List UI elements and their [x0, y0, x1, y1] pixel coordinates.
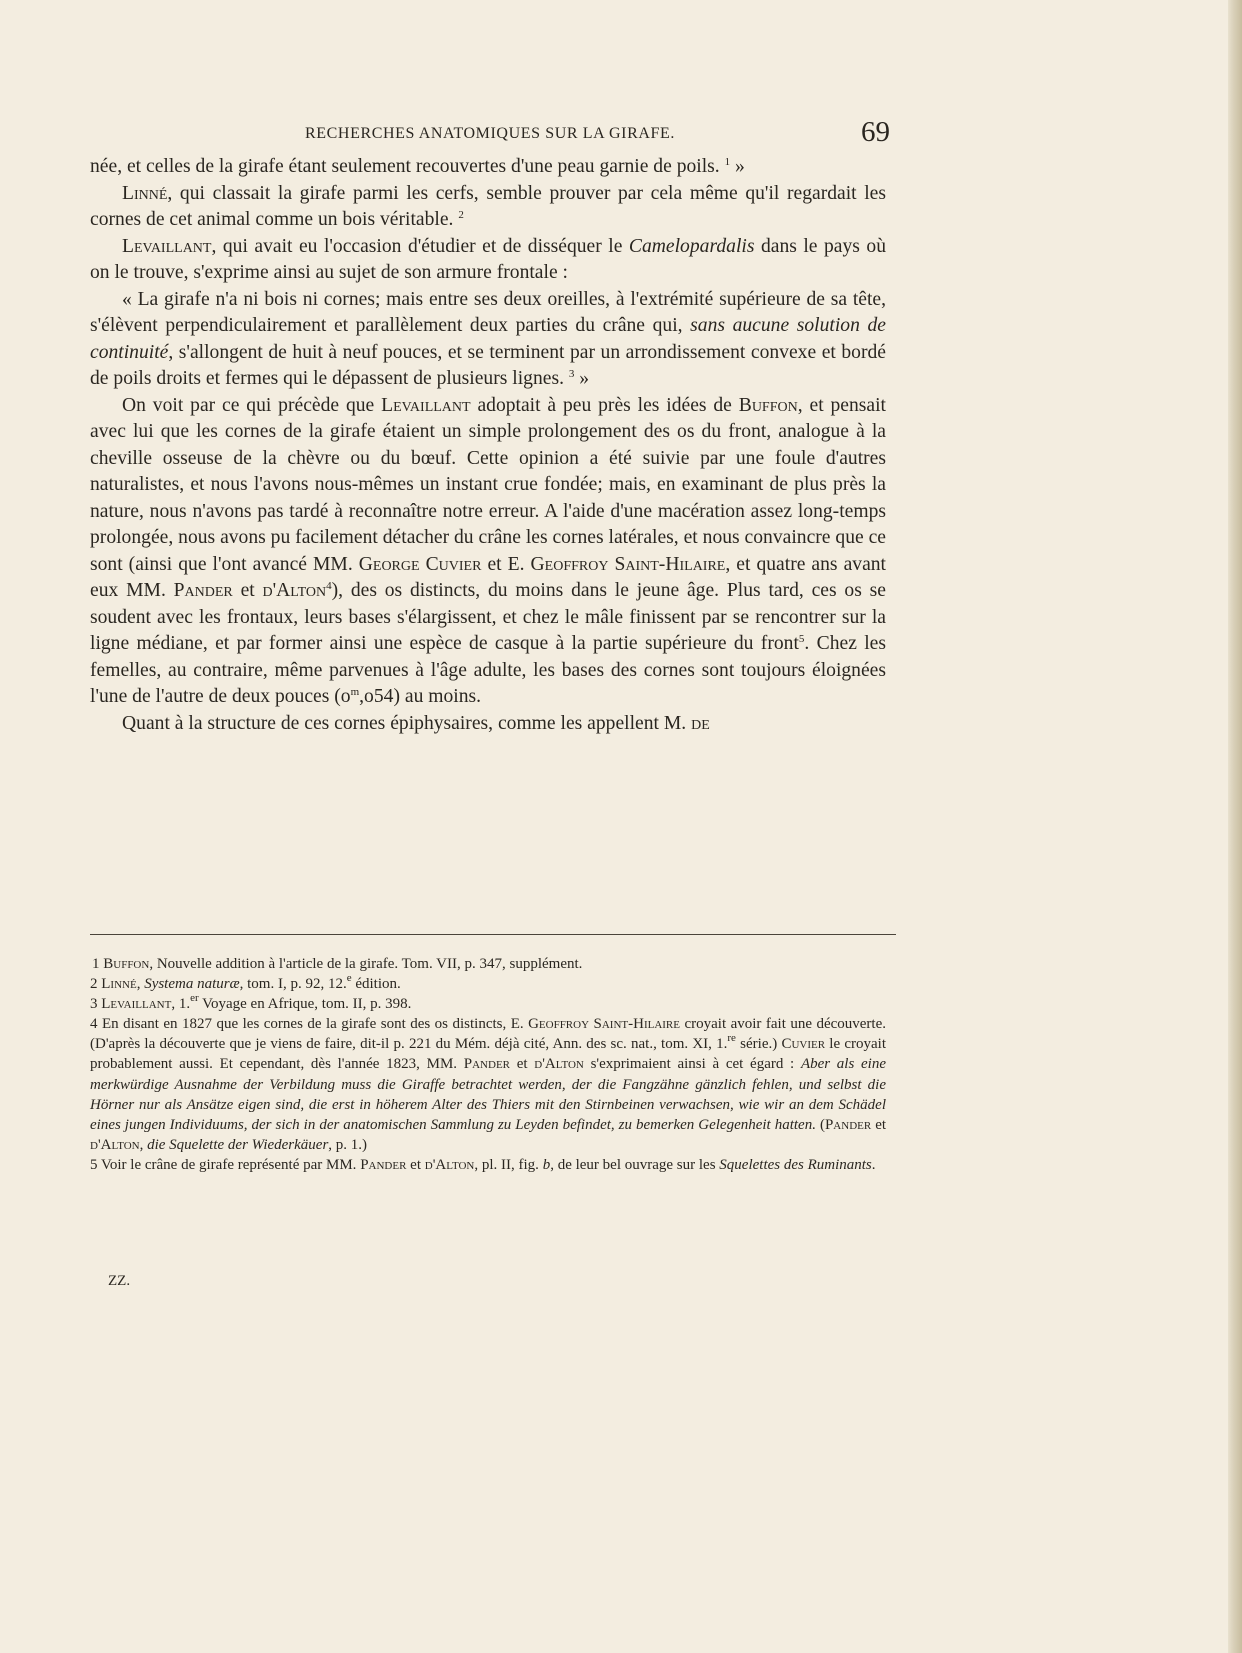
footnote-3 [90, 994, 886, 1014]
footnote-ref: 5 [798, 633, 805, 645]
running-head [90, 116, 890, 150]
page-number: 69 [861, 116, 890, 148]
text: , qui classait la girafe parmi les cerfs, semble prouver par cela même qu'il regardait les cornes de cet animal comme un bois véritable. [90, 182, 886, 230]
text: Voyage en Afrique, tom. II, p. 398. [198, 996, 412, 1013]
text: , et quatre ans avant eux MM. [90, 553, 887, 601]
text: croyait avoir fait une découverte. (D'après la découverte que je viens de faire, dit-il p. 221 du Mém. déjà cité, Ann. des sc. nat., tom. XI, 1. [90, 1016, 886, 1053]
quote-paragraph [90, 287, 886, 393]
text: , tom. I, p. 92, 12. [239, 976, 347, 993]
text: née, et celles de la girafe étant seulement recouvertes d'une peau garnie de poils. [90, 156, 720, 177]
author-name: de [691, 712, 710, 734]
author-name: Linné [122, 182, 168, 204]
signature-mark: ZZ. [108, 1273, 131, 1289]
footnotes [90, 954, 886, 1175]
text: et [232, 580, 263, 601]
italic-text: Squelettes des Ruminants [719, 1156, 872, 1173]
text: ,o54) au moins. [359, 686, 482, 707]
text: et E. [481, 553, 531, 575]
paragraph [90, 154, 886, 181]
text: et [406, 1156, 425, 1173]
text: dans le pays où on le trouve, s'exprime ainsi au sujet de son armure frontale : [90, 235, 886, 283]
author-name: Pander [360, 1156, 407, 1173]
author-name: Levaillant [122, 235, 212, 257]
italic-text: die Squelette der Wiederkäuer [147, 1136, 329, 1153]
unit-superscript: m [350, 686, 360, 698]
text: On voit par ce qui précède que [122, 394, 382, 416]
superscript: er [190, 992, 199, 1005]
author-name: Linné [101, 976, 137, 993]
author-name: Buffon [738, 394, 798, 416]
text: Quant à la structure de ces cornes épiphysaires, comme les appellent M. [122, 712, 692, 734]
paragraph [90, 393, 886, 711]
author-name: d'Alton [534, 1056, 584, 1073]
author-name: d'Alton [262, 580, 327, 601]
footnote-number: 2 [90, 976, 98, 993]
footnote-4 [90, 1014, 886, 1155]
text: ), des os distincts, du moins dans le jeune âge. Plus tard, ces os se soudent avec les frontaux, leurs bases s'élargissent, et chez le mâle finissent par se rencontrer sur la ligne médiane, et par former ainsi une espèce de casque à la partie supérieure du front [90, 580, 886, 654]
text: , Nouvelle addition à l'article de la girafe. Tom. VII, p. 347, supplément. [149, 956, 583, 972]
italic-text: Camelopardalis [628, 235, 755, 257]
author-name: George Cuvier [358, 553, 482, 575]
footnote-number: 3 [90, 996, 98, 1013]
text: adoptait à peu près les idées de [470, 394, 739, 416]
superscript: re [727, 1032, 736, 1045]
author-name: Pander [463, 1056, 510, 1073]
footnote-number: 1 [92, 956, 100, 972]
footnote-1 [90, 954, 886, 974]
text: , s'allongent de huit à neuf pouces, et se terminent par un arrondissement convexe et bordé de poils droits et fermes qui le dépassent de plusieurs lignes. [90, 341, 886, 389]
italic-text: sans aucune solution de continuité [90, 315, 886, 363]
author-name: Pander [173, 580, 233, 601]
text: » [574, 368, 590, 389]
footnote-ref: 1 [724, 156, 731, 168]
paragraph [90, 234, 886, 287]
text: , de leur bel ouvrage sur les [550, 1156, 720, 1173]
text: , et pensait avec lui que les cornes de la girafe étaient un simple prolongement des os du front, analogue à la cheville osseuse de la chèvre ou du bœuf. Cette opinion a été suivie par une foule d'autres naturalistes, et nous l'avons nous-mêmes un instant crue fondée; mais, en examinant de plus près la nature, nous n'avons pas tardé à reconnaître notre erreur. A l'aide d'une macération assez long-temps prolongée, nous avons pu facilement détacher du crâne les cornes latérales, et nous convaincre que ce sont (ainsi que l'ont avancé MM. [90, 394, 886, 575]
footnote-number: 5 [90, 1156, 98, 1173]
running-title: RECHERCHES ANATOMIQUES SUR LA GIRAFE. [305, 125, 675, 142]
footnote-ref: 3 [568, 368, 575, 380]
text: série.) [735, 1036, 782, 1053]
text: . Chez les femelles, au contraire, même parvenues à l'âge adulte, les bases des cornes sont toujours éloignées l'une de l'autre de deux pouces (o [90, 633, 886, 707]
text: « [122, 288, 138, 310]
author-name: Levaillant [101, 996, 172, 1013]
author-name: Geoffroy Saint-Hilaire [528, 1016, 680, 1033]
italic-text: Aber als eine merkwürdige Ausnahme der Verbildung muss die Giraffe betrachtet werden, der die Fangzähne gänzlich fehlen, und selbst die Hörner nur als Ansätze eigen sind, die erst in höherem Alter des Thiers mit den Stirnbeinen verwachsen, wie wir an dem Schädel eines jungen Individuums, der sich in der anatomischen Sammlung zu Leyden befindet, zu bemerken Gelegenheit hatten. [90, 1056, 886, 1133]
footnote-rule [90, 934, 896, 935]
text: s'exprimaient ainsi à cet égard : [583, 1056, 801, 1073]
text: , [139, 1136, 148, 1153]
text: Voir le crâne de girafe représenté par MM. [100, 1156, 361, 1173]
footnote-number: 4 [90, 1016, 98, 1033]
author-name: Buffon [103, 956, 150, 972]
text: , p. 1.) [328, 1136, 368, 1153]
superscript: e [346, 972, 352, 985]
author-name: Levaillant [381, 394, 471, 416]
author-name: Geoffroy Saint-Hilaire [530, 553, 726, 575]
text: le croyait probablement aussi. Et cependant, dès l'année 1823, MM. [90, 1036, 886, 1073]
author-name: Pander [824, 1116, 872, 1133]
author-name: Cuvier [781, 1036, 826, 1053]
text: , pl. II, fig. [474, 1156, 543, 1173]
footnote-ref: 4 [326, 580, 332, 592]
text: La girafe n'a ni bois ni cornes; mais entre ses deux oreilles, à l'extrémité supérieure de sa tête, s'élèvent perpendiculairement et parallèlement deux parties du crâne qui, [90, 288, 887, 336]
italic-text: Systema naturæ [144, 976, 240, 993]
paragraph [90, 711, 886, 738]
author-name: d'Alton [424, 1156, 475, 1173]
text: En disant en 1827 que les cornes de la girafe sont des os distincts, E. [101, 1016, 529, 1033]
italic-text: b [542, 1156, 551, 1173]
footnote-5 [90, 1155, 886, 1175]
text: . [871, 1156, 876, 1173]
text: ( [815, 1116, 825, 1133]
body-text [90, 154, 886, 737]
text: et [871, 1116, 887, 1133]
author-name: d'Alton [90, 1136, 140, 1153]
text: , 1. [171, 996, 191, 1013]
text: édition. [351, 976, 401, 993]
text: et [510, 1056, 535, 1073]
text: , qui avait eu l'occasion d'étudier et de disséquer le [211, 235, 629, 257]
footnote-ref: 2 [458, 209, 464, 221]
text: , [136, 976, 145, 993]
text: » [730, 156, 745, 177]
paragraph [90, 181, 886, 234]
page-edge [1228, 0, 1242, 1653]
footnote-2 [90, 974, 886, 994]
